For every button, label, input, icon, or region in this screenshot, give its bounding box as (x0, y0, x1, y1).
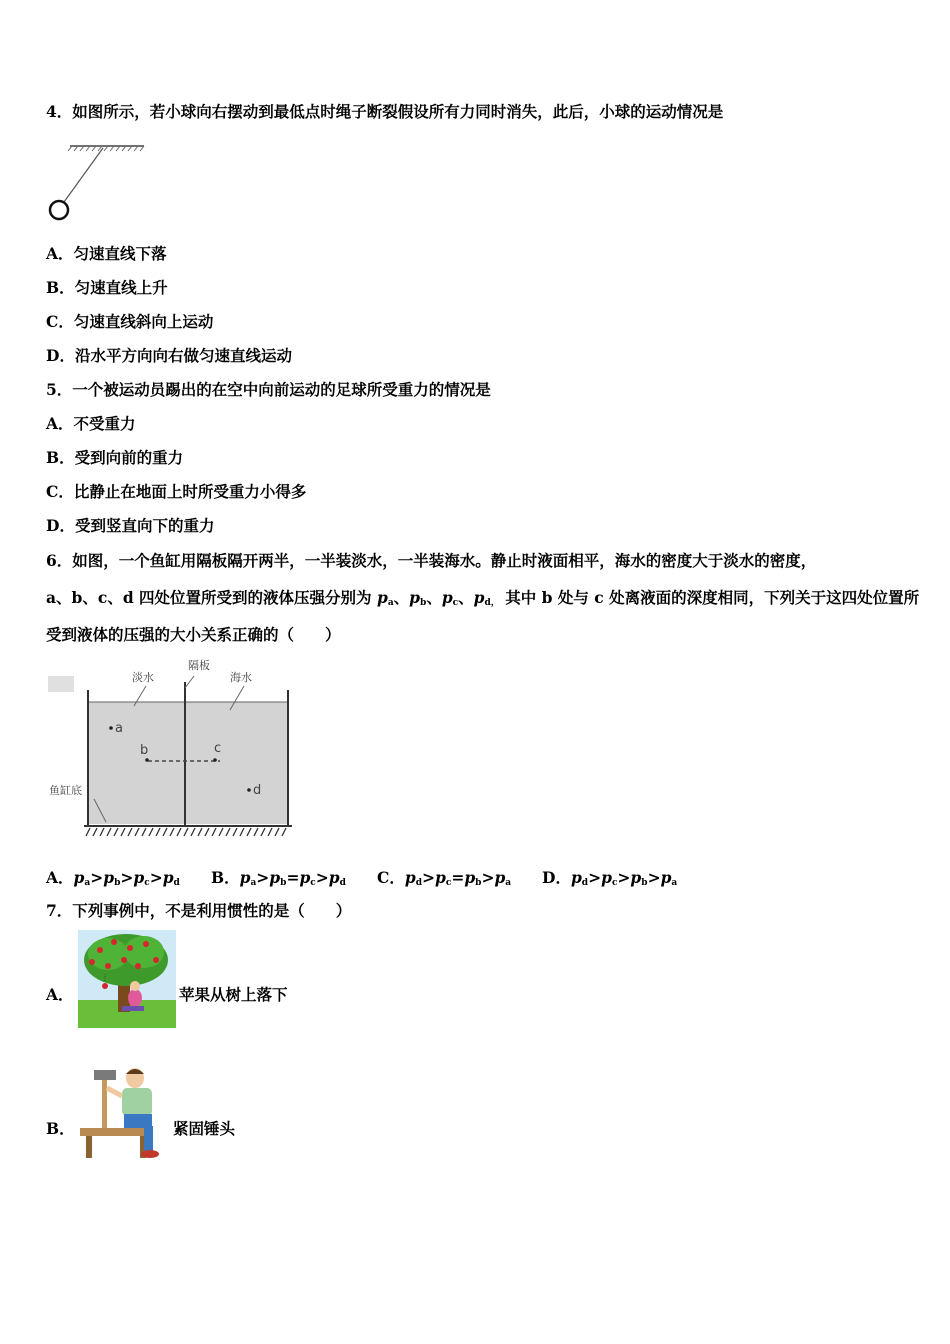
q6-stem-line3: 受到液体的压强的大小关系正确的（ ） (46, 625, 341, 644)
q7-option-b-text: 紧固锤头 (173, 1119, 236, 1138)
q7-option-b-letter: B． (46, 1119, 75, 1138)
q7-option-a-letter: A． (46, 985, 74, 1004)
q6-option-b: B．$p_a>p_b=p_c>p_d$ (211, 868, 346, 888)
q6-option-d: D．$p_d>p_c>p_b>p_a$ (542, 868, 678, 888)
q5-option-b: B．受到向前的重力 (46, 448, 184, 467)
q5-option-a: A．不受重力 (46, 414, 136, 433)
q6-stem-line2-a: a、b、c、d 四处位置所受到的液体压强分别为 (46, 588, 372, 607)
label-d: d (253, 783, 262, 798)
q5-stem: 5．一个被运动员踢出的在空中向前运动的足球所受重力的情况是 (46, 380, 491, 399)
q7-option-a-text: 苹果从树上落下 (179, 985, 288, 1004)
label-b: b (140, 743, 149, 758)
pendulum-figure (44, 138, 154, 228)
label-c: c (214, 741, 222, 756)
q6-stem-line2-b: 其中 b 处与 c 处离液面的深度相同，下列关于这四处位置所 (505, 588, 920, 607)
label-tank-bottom: 鱼缸底 (49, 784, 82, 797)
label-a: a (115, 721, 123, 736)
fish-tank-figure (44, 654, 294, 839)
q5-option-c: C．比静止在地面上时所受重力小得多 (46, 482, 307, 501)
q4-option-a: A．匀速直线下落 (46, 244, 167, 263)
apple-tree-image (78, 930, 176, 1028)
label-fresh-water: 淡水 (132, 671, 154, 684)
q6-stem-line1: 6．如图，一个鱼缸用隔板隔开两半，一半装淡水，一半装海水。静止时液面相平，海水的密度大于淡水的密度， (46, 551, 817, 570)
q6-option-c: C．$p_d>p_c=p_b>p_a$ (377, 868, 512, 888)
q4-option-c: C．匀速直线斜向上运动 (46, 312, 214, 331)
label-sea-water: 海水 (230, 671, 252, 684)
q4-stem: 4．如图所示，若小球向右摆动到最低点时绳子断裂假设所有力同时消失，此后，小球的运动情况是 (46, 102, 724, 121)
q4-option-b: B．匀速直线上升 (46, 278, 168, 297)
hammer-man-image (80, 1066, 172, 1162)
q6-option-a: A．$p_a>p_b>p_c>p_d$ (46, 868, 180, 888)
q6-stem-line2: a、b、c、d 四处位置所受到的液体压强分别为 $p_a$、$p_b$、$p_c$、$p_{d,}$ 其中 b 处与 c 处离液面的深度相同，下列关于这四处位置所 (46, 588, 920, 608)
q4-option-d: D．沿水平方向向右做匀速直线运动 (46, 346, 292, 365)
q7-stem: 7．下列事例中，不是利用惯性的是（ ） (46, 901, 352, 920)
q5-option-d: D．受到竖直向下的重力 (46, 516, 215, 535)
label-partition: 隔板 (188, 659, 210, 672)
